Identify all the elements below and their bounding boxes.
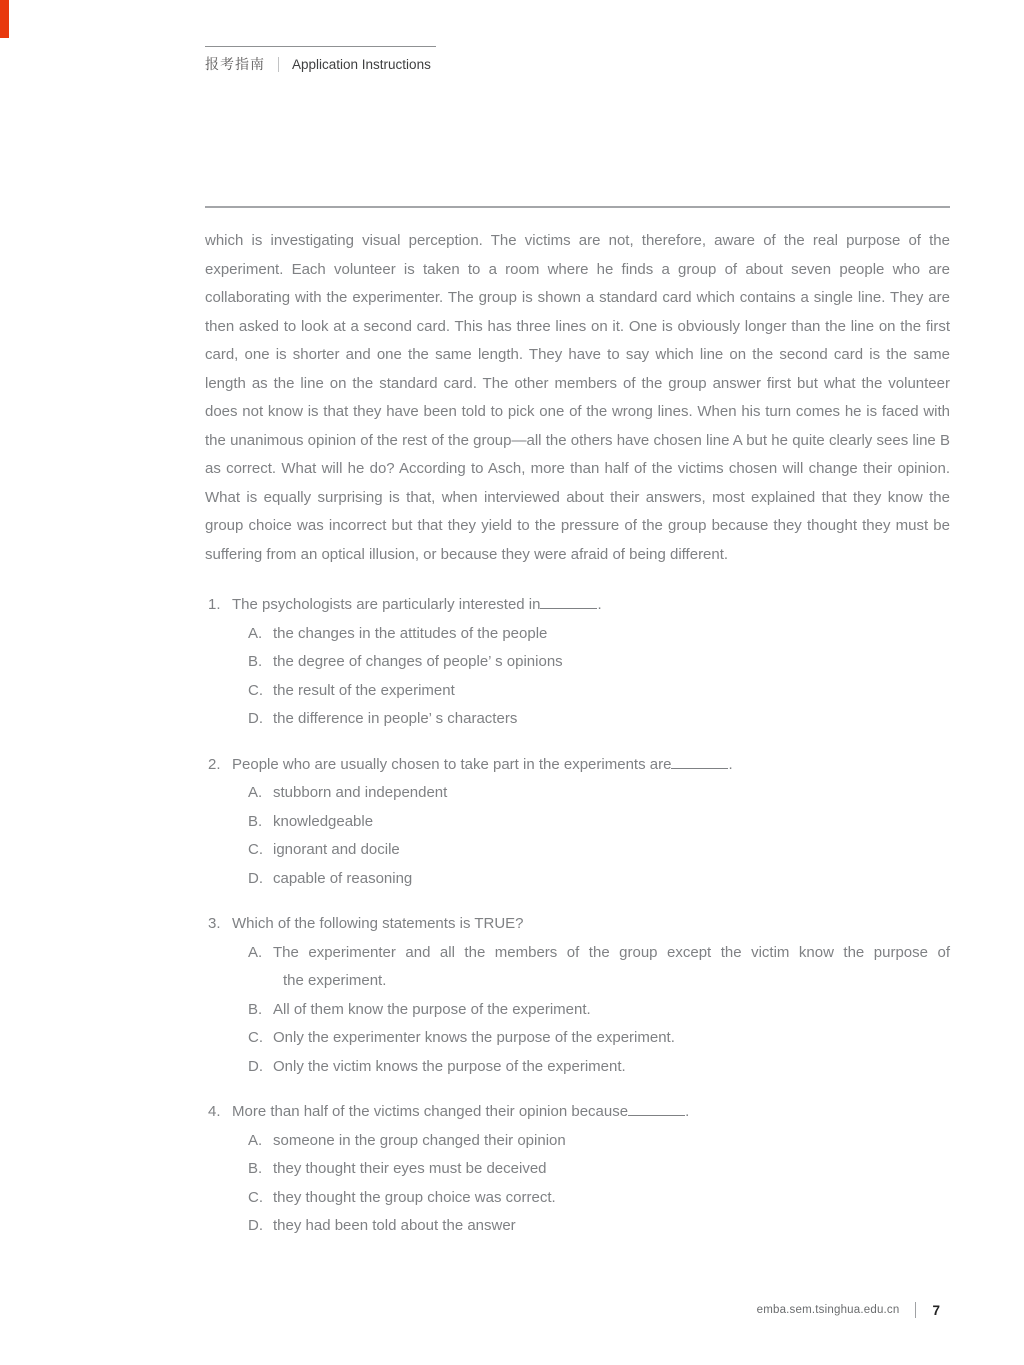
- option-text: [273, 939, 950, 996]
- option-text: Only the victim knows the purpose of the experiment.: [273, 1057, 626, 1075]
- option-letter: D.: [248, 1217, 263, 1234]
- option-text: they thought their eyes must be deceived: [273, 1160, 547, 1177]
- question-stem-text: The psychologists are particularly interested in: [232, 596, 541, 613]
- option-row: [205, 648, 950, 677]
- option-row: [205, 836, 950, 865]
- option-text: the degree of changes of people’ s opinions: [273, 653, 563, 670]
- question-tail: .: [728, 755, 733, 773]
- question-stem-text: Which of the following statements is TRUE?: [232, 915, 524, 932]
- option-text: stubborn and independent: [273, 784, 448, 801]
- option-row: [205, 677, 950, 706]
- header-title-en: Application Instructions: [292, 56, 431, 72]
- page-number: 7: [932, 1302, 940, 1318]
- question-stem: [232, 1098, 950, 1127]
- answer-blank: [671, 755, 728, 769]
- question-row: [205, 751, 950, 780]
- footer-url: emba.sem.tsinghua.edu.cn: [756, 1304, 900, 1316]
- option-text: knowledgeable: [273, 812, 374, 830]
- question-block: [205, 751, 950, 894]
- option-row: [205, 1212, 950, 1241]
- option-text: Only the experimenter knows the purpose of the experiment.: [273, 1029, 675, 1046]
- option-letter: A.: [248, 943, 263, 961]
- option-text: they thought the group choice was correct.: [273, 1188, 556, 1206]
- option-letter: C.: [248, 681, 263, 699]
- option-letter: A.: [248, 624, 263, 642]
- page-footer: [757, 1302, 940, 1318]
- question-stem: [232, 591, 950, 620]
- option-letter: A.: [248, 784, 263, 801]
- content-column: [205, 206, 950, 1241]
- question-number: 3.: [208, 915, 221, 932]
- option-letter: D.: [248, 710, 263, 727]
- option-letter: B.: [248, 1160, 263, 1177]
- footer-divider: [915, 1302, 916, 1318]
- question-block: [205, 910, 950, 1081]
- option-text: All of them know the purpose of the experiment.: [273, 1000, 591, 1018]
- option-row: [205, 1155, 950, 1184]
- question-block: [205, 1098, 950, 1241]
- option-letter: A.: [248, 1131, 263, 1149]
- option-text: capable of reasoning: [273, 869, 413, 887]
- option-row: [205, 705, 950, 734]
- header-divider: [278, 57, 279, 72]
- question-block: [205, 591, 950, 734]
- option-letter: B.: [248, 1000, 263, 1018]
- option-letter: B.: [248, 653, 263, 670]
- option-row: [205, 939, 950, 996]
- option-row: [205, 779, 950, 808]
- option-row: [205, 996, 950, 1025]
- red-corner-tab: [0, 0, 9, 38]
- question-tail: .: [597, 596, 602, 613]
- option-row: [205, 620, 950, 649]
- option-letter: B.: [248, 812, 263, 830]
- question-number: 1.: [208, 596, 221, 613]
- question-number: 4.: [208, 1103, 221, 1120]
- question-stem: [232, 751, 950, 780]
- option-letter: D.: [248, 869, 263, 887]
- option-letter: C.: [248, 841, 263, 858]
- option-letter: D.: [248, 1057, 263, 1075]
- question-row: [205, 591, 950, 620]
- option-row: [205, 1127, 950, 1156]
- option-text: the result of the experiment: [273, 681, 455, 699]
- option-text: ignorant and docile: [273, 841, 400, 858]
- header-title-zh: 报考指南: [205, 56, 265, 72]
- question-stem: [232, 910, 950, 939]
- option-text: they had been told about the answer: [273, 1217, 516, 1234]
- question-tail: .: [685, 1103, 690, 1120]
- question-row: [205, 910, 950, 939]
- question-stem-text: More than half of the victims changed their opinion because: [232, 1103, 629, 1120]
- option-row: [205, 1184, 950, 1213]
- content-top-rule: [205, 206, 950, 208]
- option-letter: C.: [248, 1029, 263, 1046]
- question-row: [205, 1098, 950, 1127]
- question-number: 2.: [208, 755, 221, 773]
- reading-passage: which is investigating visual perception. The victims are not, therefore, aware of the real purpose of the experiment. Each volunteer is taken to a room where he finds a group of about seven people who are collaborating with the experimenter. The group is shown a standard card which contains a single line. They are then asked to look at a second card. This has three lines on it. One is obviously longer than the line on the first card, one is shorter and one the same length. They have to say which line on the second card is the same length as the line on the standard card. The other members of the group answer first but what the volunteer does not know is that they have been told to pick one of the wrong lines. When his turn comes he is faced with the unanimous opinion of the rest of the group—all the others have chosen line A but he quite clearly sees line B as correct. What will he do? According to Asch, more than half of the victims chosen will change their opinion. What is equally surprising is that, when interviewed about their answers, most explained that they know the group choice was incorrect but that they yield to the pressure of the group because they thought they must be suffering from an optical illusion, or because they were afraid of being different.: [205, 232, 950, 563]
- option-row: [205, 808, 950, 837]
- question-list: [205, 591, 950, 1241]
- option-text: the difference in people’ s characters: [273, 710, 518, 727]
- option-text-line1: The experimenter and all the members of the group except the victim know the purpose of: [273, 943, 950, 961]
- option-row: [205, 1053, 950, 1082]
- option-row: [205, 865, 950, 894]
- option-letter: C.: [248, 1188, 263, 1206]
- page-header: [205, 46, 436, 74]
- answer-blank: [628, 1102, 685, 1116]
- answer-blank: [540, 595, 597, 609]
- option-text-line2: the experiment.: [283, 972, 387, 989]
- option-row: [205, 1024, 950, 1053]
- option-text: someone in the group changed their opinion: [273, 1131, 566, 1149]
- option-text: the changes in the attitudes of the people: [273, 624, 548, 642]
- question-stem-text: People who are usually chosen to take part in the experiments are: [232, 755, 672, 773]
